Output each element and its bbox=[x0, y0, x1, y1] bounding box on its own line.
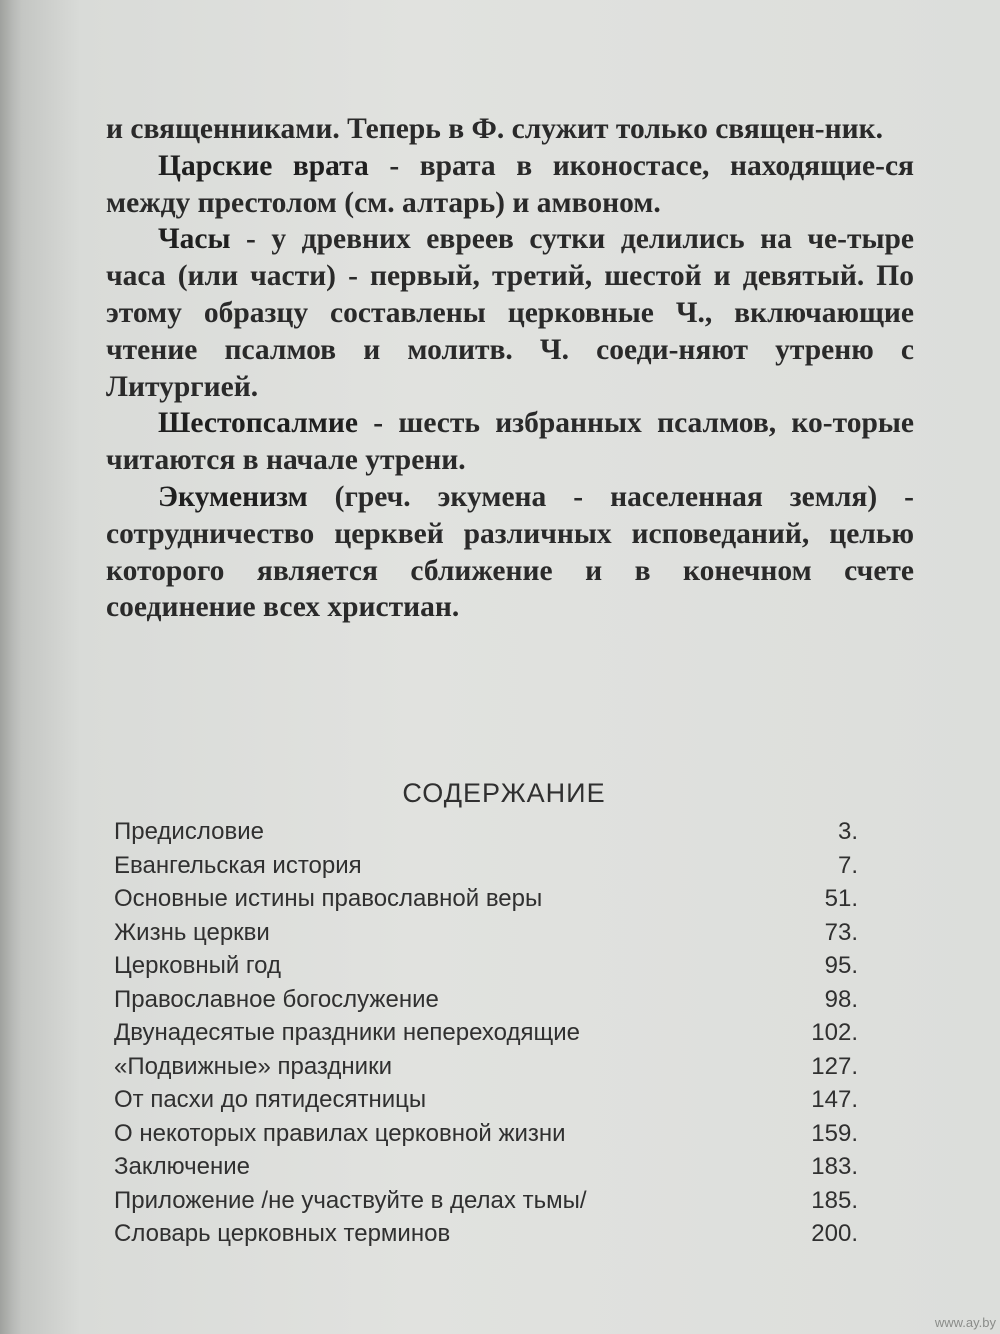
glossary-definition: - врата в иконостасе, находящие-ся между престолом (см. алтарь) и амвоном. bbox=[106, 149, 914, 219]
glossary-entry-chasy bbox=[106, 221, 914, 405]
toc-entry bbox=[114, 1016, 862, 1050]
toc-entry-page: 127. bbox=[811, 1052, 858, 1080]
toc-entry bbox=[114, 815, 862, 849]
toc-entry-label: Церковный год bbox=[114, 952, 281, 979]
toc-entry-page: 200. bbox=[811, 1220, 858, 1247]
glossary-definition: - шесть избранных псалмов, ко-торые читаются в начале утрени. bbox=[106, 407, 914, 477]
glossary-term: Шестопсалмие bbox=[158, 407, 358, 440]
toc-entry-page: 51. bbox=[824, 885, 858, 912]
glossary-term: Экуменизм bbox=[158, 480, 308, 513]
toc-entry-label: Двунадесятые праздники непереходящие bbox=[114, 1019, 580, 1046]
toc-entry-page: 147. bbox=[811, 1086, 858, 1113]
toc-entry-page: 3. bbox=[837, 818, 858, 845]
glossary-entry-tsarskie-vrata bbox=[106, 148, 914, 222]
toc-entry-page: 98. bbox=[824, 985, 858, 1013]
toc-entry bbox=[114, 1117, 862, 1151]
toc-entry bbox=[114, 882, 862, 916]
toc-entry-page: 7. bbox=[837, 851, 858, 879]
toc-entry bbox=[114, 983, 862, 1017]
glossary-paragraph-continuation bbox=[106, 111, 914, 148]
toc-entry-label: «Подвижные» праздники bbox=[114, 1052, 392, 1080]
toc-entry-label: Словарь церковных терминов bbox=[114, 1220, 451, 1247]
toc-entry bbox=[114, 849, 862, 883]
toc-entry-page: 185. bbox=[811, 1186, 858, 1214]
toc-entry-page: 159. bbox=[811, 1119, 858, 1147]
toc-entry-label: Предисловие bbox=[114, 818, 264, 845]
glossary-definition: - у древних евреев сутки делились на че-тыре часа (или части) - первый, третий, шестой и девятый. По этому образцу составлены церковные Ч., включающие чтение псалмов и молитв. Ч. соеди-няют утреню с Литургией. bbox=[106, 223, 914, 403]
table-of-contents bbox=[114, 775, 862, 1251]
glossary-text bbox=[106, 111, 914, 626]
glossary-term: Часы bbox=[158, 223, 231, 256]
toc-entry-label: Евангельская история bbox=[114, 851, 362, 879]
toc-entry bbox=[114, 1217, 862, 1251]
glossary-definition: (греч. экумена - населенная земля) - сотрудничество церквей различных исповеданий, целью которого является сближение и в конечном счете соединение всех христиан. bbox=[106, 480, 914, 624]
toc-entry-label: Приложение /не участвуйте в делах тьмы/ bbox=[114, 1186, 587, 1214]
toc-entry-label: От пасхи до пятидесятницы bbox=[114, 1086, 427, 1113]
toc-entry-label: Жизнь церкви bbox=[114, 918, 270, 946]
glossary-entry-shestopsalmie bbox=[106, 405, 914, 479]
toc-entry-page: 73. bbox=[824, 918, 858, 946]
toc-entry bbox=[114, 916, 862, 950]
book-spine-shadow bbox=[0, 0, 22, 1334]
toc-entry bbox=[114, 1083, 862, 1117]
toc-title: СОДЕРЖАНИЕ bbox=[402, 778, 606, 808]
show-through-texture bbox=[152, 18, 912, 98]
watermark: www.ay.by bbox=[934, 1315, 996, 1330]
toc-entry-page: 102. bbox=[811, 1019, 858, 1046]
toc-entry-label: Православное богослужение bbox=[114, 985, 439, 1013]
paragraph-text: и священниками. Теперь в Ф. служит только священ-ник. bbox=[106, 113, 883, 145]
toc-entry bbox=[114, 949, 862, 983]
glossary-entry-ekumenizm bbox=[106, 479, 914, 626]
toc-entry-label: Основные истины православной веры bbox=[114, 885, 543, 912]
toc-entry-page: 183. bbox=[811, 1153, 858, 1180]
glossary-term: Царские врата bbox=[158, 149, 369, 182]
toc-entry bbox=[114, 1184, 862, 1218]
toc-entry bbox=[114, 1050, 862, 1084]
toc-entry-label: О некоторых правилах церковной жизни bbox=[114, 1119, 566, 1147]
toc-entry bbox=[114, 1150, 862, 1184]
toc-entry-page: 95. bbox=[824, 952, 858, 979]
toc-list bbox=[114, 815, 862, 1251]
toc-entry-label: Заключение bbox=[114, 1153, 250, 1180]
